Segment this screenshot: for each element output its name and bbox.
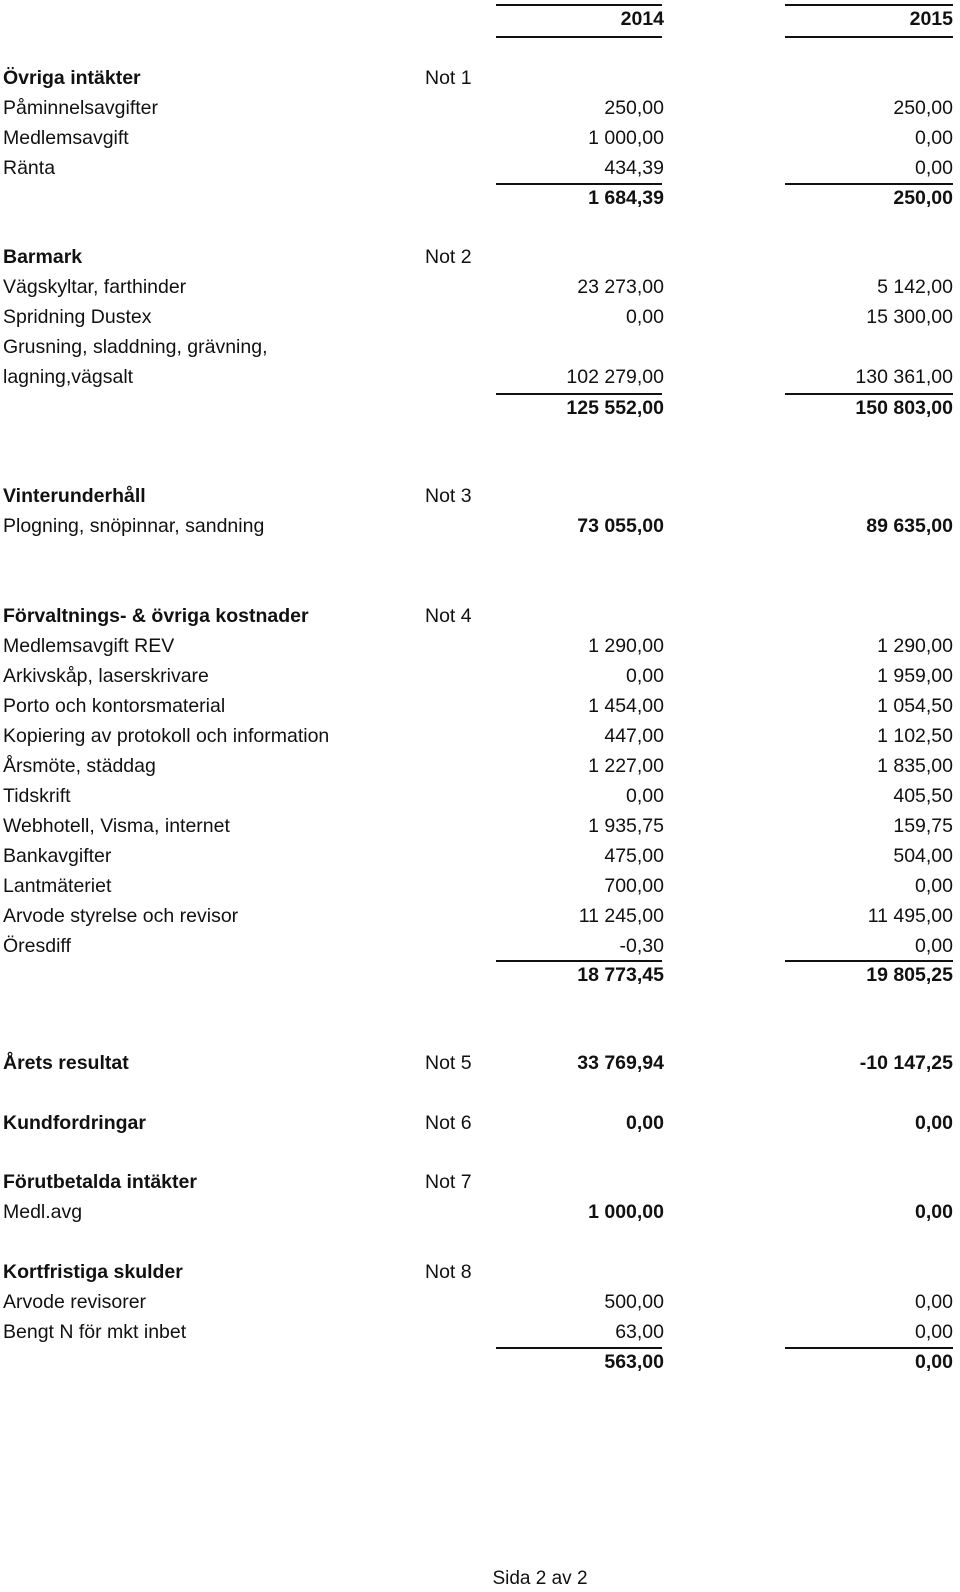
total-2014: 563,00 — [604, 1351, 664, 1373]
total-2015: 19 805,25 — [866, 964, 953, 986]
header-underline-2014 — [496, 36, 662, 38]
value-2014: 0,00 — [626, 785, 664, 807]
value-2015: 5 142,00 — [877, 276, 953, 298]
row-label: Kopiering av protokoll och information — [3, 725, 330, 747]
value-2015: -10 147,25 — [859, 1052, 953, 1074]
note-ref: Not 7 — [425, 1171, 472, 1193]
row-label: Arvode styrelse och revisor — [3, 905, 239, 927]
subtotal-row — [0, 960, 960, 990]
section-title: Förutbetalda intäkter — [3, 1171, 197, 1193]
value-2014: 102 279,00 — [566, 366, 664, 388]
value-2014: 1 290,00 — [588, 635, 664, 657]
table-row — [0, 871, 960, 901]
section-title-row — [0, 63, 960, 93]
header-underline-2015 — [785, 36, 953, 38]
total-2014: 18 773,45 — [577, 964, 664, 986]
value-2015: 0,00 — [915, 1201, 953, 1223]
total-2014: 1 684,39 — [588, 187, 664, 209]
row-label: Porto och kontorsmaterial — [3, 695, 226, 717]
section-title-row — [0, 601, 960, 631]
row-label: Grusning, sladdning, grävning, — [3, 336, 268, 358]
value-2015: 130 361,00 — [855, 366, 953, 388]
row-label: Arvode revisorer — [3, 1291, 147, 1313]
header-row — [0, 4, 960, 34]
row-label: Bengt N för mkt inbet — [3, 1321, 187, 1343]
value-2015: 89 635,00 — [866, 515, 953, 537]
note-ref: Not 8 — [425, 1261, 472, 1283]
row-label: Öresdiff — [3, 935, 71, 957]
value-2014: 0,00 — [626, 665, 664, 687]
table-row — [0, 93, 960, 123]
value-2014: 0,00 — [626, 306, 664, 328]
table-row — [0, 631, 960, 661]
value-2014: 447,00 — [604, 725, 664, 747]
value-2015: 0,00 — [915, 935, 953, 957]
total-2014: 125 552,00 — [566, 397, 664, 419]
value-2015: 1 290,00 — [877, 635, 953, 657]
value-2014: 33 769,94 — [577, 1052, 664, 1074]
value-2014: 11 245,00 — [578, 905, 664, 927]
value-2015: 0,00 — [915, 1112, 953, 1134]
section-title: Kundfordringar — [3, 1112, 146, 1134]
table-row — [0, 511, 960, 541]
table-row — [0, 901, 960, 931]
table-row — [0, 1197, 960, 1227]
note-ref: Not 6 — [425, 1112, 472, 1134]
section-title-row — [0, 1167, 960, 1197]
value-2015: 1 054,50 — [877, 695, 953, 717]
row-label: Spridning Dustex — [3, 306, 152, 328]
receivables-row — [0, 1108, 960, 1138]
page-number: Sida 2 av 2 — [492, 1568, 588, 1589]
section-title: Förvaltnings- & övriga kostnader — [3, 605, 309, 627]
section-title: Barmark — [3, 246, 83, 268]
value-2014: 23 273,00 — [577, 276, 664, 298]
value-2015: 0,00 — [915, 1321, 953, 1343]
value-2014: 475,00 — [604, 845, 664, 867]
value-2014: 1 935,75 — [588, 815, 664, 837]
row-label: Medlemsavgift REV — [3, 635, 175, 657]
table-row — [0, 1317, 960, 1347]
value-2014: 0,00 — [626, 1112, 664, 1134]
section-title: Övriga intäkter — [3, 67, 141, 89]
table-row — [0, 841, 960, 871]
row-label: Medlemsavgift — [3, 127, 129, 149]
section-title: Kortfristiga skulder — [3, 1261, 183, 1283]
table-row — [0, 332, 960, 362]
row-label: Bankavgifter — [3, 845, 112, 867]
table-row — [0, 781, 960, 811]
value-2015: 11 495,00 — [867, 905, 953, 927]
value-2014: 700,00 — [604, 875, 664, 897]
table-row — [0, 811, 960, 841]
note-ref: Not 4 — [425, 605, 472, 627]
row-label: Vägskyltar, farthinder — [3, 276, 187, 298]
table-row — [0, 931, 960, 961]
value-2015: 405,50 — [893, 785, 953, 807]
value-2014: 434,39 — [604, 157, 664, 179]
note-ref: Not 5 — [425, 1052, 472, 1074]
row-label: Lantmäteriet — [3, 875, 112, 897]
table-row — [0, 721, 960, 751]
page-footer — [0, 1568, 960, 1590]
section-title: Årets resultat — [3, 1052, 129, 1074]
value-2014: 500,00 — [604, 1291, 664, 1313]
subtotal-row — [0, 1347, 960, 1377]
row-label: Medl.avg — [3, 1201, 83, 1223]
value-2014: -0,30 — [619, 935, 664, 957]
row-label: Ränta — [3, 157, 56, 179]
year-2014-header: 2014 — [620, 8, 664, 30]
value-2014: 1 454,00 — [588, 695, 664, 717]
table-row — [0, 123, 960, 153]
table-row — [0, 302, 960, 332]
total-2015: 150 803,00 — [855, 397, 953, 419]
value-2014: 1 227,00 — [588, 755, 664, 777]
table-row — [0, 691, 960, 721]
total-2015: 250,00 — [893, 187, 953, 209]
value-2014: 250,00 — [604, 97, 664, 119]
value-2015: 0,00 — [915, 875, 953, 897]
note-ref: Not 3 — [425, 485, 472, 507]
value-2015: 15 300,00 — [866, 306, 953, 328]
row-label: Plogning, snöpinnar, sandning — [3, 515, 265, 537]
value-2014: 1 000,00 — [588, 127, 664, 149]
row-label: Tidskrift — [3, 785, 71, 807]
table-row — [0, 1287, 960, 1317]
table-row — [0, 153, 960, 183]
table-row — [0, 751, 960, 781]
value-2015: 0,00 — [915, 157, 953, 179]
table-row — [0, 272, 960, 302]
value-2014: 1 000,00 — [588, 1201, 664, 1223]
value-2014: 63,00 — [615, 1321, 664, 1343]
section-title-row — [0, 1257, 960, 1287]
row-label: Påminnelsavgifter — [3, 97, 158, 119]
value-2015: 1 835,00 — [877, 755, 953, 777]
year-2015-header: 2015 — [909, 8, 953, 30]
table-row — [0, 362, 960, 392]
table-row — [0, 661, 960, 691]
value-2014: 73 055,00 — [577, 515, 664, 537]
value-2015: 250,00 — [893, 97, 953, 119]
result-row — [0, 1048, 960, 1078]
value-2015: 0,00 — [915, 127, 953, 149]
row-label: Arkivskåp, laserskrivare — [3, 665, 209, 687]
row-label: lagning,vägsalt — [3, 366, 134, 388]
subtotal-row — [0, 183, 960, 213]
section-title: Vinterunderhåll — [3, 485, 146, 507]
value-2015: 504,00 — [893, 845, 953, 867]
value-2015: 0,00 — [915, 1291, 953, 1313]
value-2015: 1 102,50 — [877, 725, 953, 747]
section-title-row — [0, 481, 960, 511]
section-title-row — [0, 242, 960, 272]
subtotal-row — [0, 393, 960, 423]
total-2015: 0,00 — [915, 1351, 953, 1373]
value-2015: 159,75 — [893, 815, 953, 837]
note-ref: Not 1 — [425, 67, 472, 89]
row-label: Årsmöte, städdag — [3, 755, 156, 777]
note-ref: Not 2 — [425, 246, 472, 268]
row-label: Webhotell, Visma, internet — [3, 815, 230, 837]
value-2015: 1 959,00 — [877, 665, 953, 687]
